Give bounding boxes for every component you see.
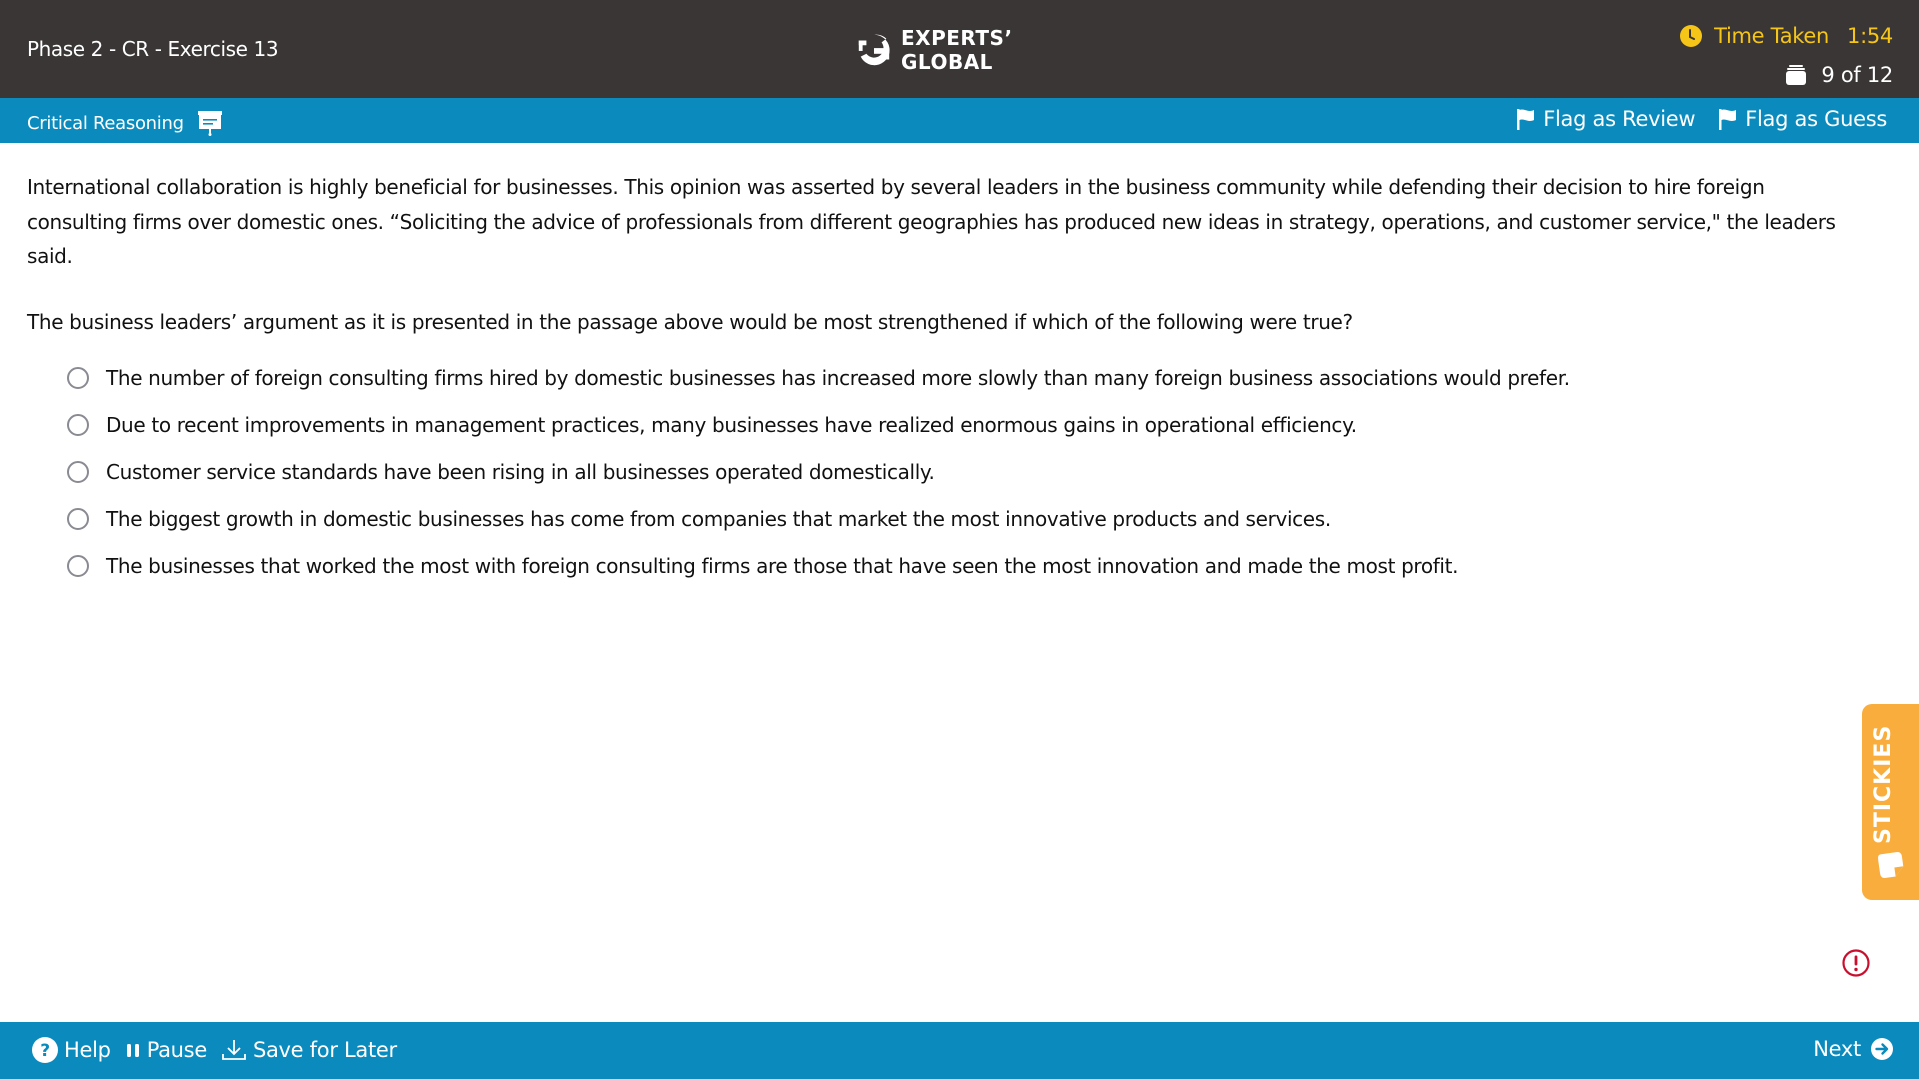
radio-button[interactable] (67, 461, 89, 483)
exercise-title: Phase 2 - CR - Exercise 13 (27, 37, 279, 61)
option-text: Due to recent improvements in management practices, many businesses have realized enormous gains in operational efficiency. (106, 413, 1357, 437)
stickies-tab[interactable] (1862, 704, 1919, 900)
alert-icon[interactable] (1842, 949, 1870, 977)
radio-button[interactable] (67, 414, 89, 436)
answer-options (27, 355, 1857, 590)
flag-as-guess-button[interactable] (1719, 107, 1887, 131)
answer-option-d[interactable] (67, 496, 1857, 543)
flag-icon (1719, 108, 1737, 130)
timer (1680, 24, 1893, 48)
footer-bar (0, 1022, 1919, 1079)
top-header (0, 0, 1919, 98)
flag-icon (1517, 108, 1535, 130)
download-icon (221, 1037, 247, 1063)
flag-as-review-button[interactable] (1517, 107, 1695, 131)
sticky-note-icon (1876, 850, 1906, 880)
section-label: Critical Reasoning (27, 112, 184, 134)
question-stack-icon (1785, 64, 1807, 86)
logo-g-icon (855, 30, 893, 70)
next-label: Next (1813, 1037, 1861, 1061)
experts-global-logo (855, 26, 1013, 74)
save-label: Save for Later (252, 1038, 397, 1062)
flag-review-label: Flag as Review (1543, 107, 1696, 131)
timer-label: Time Taken (1714, 24, 1830, 48)
answer-option-b[interactable] (67, 402, 1857, 449)
section-name (27, 110, 222, 136)
save-for-later-button[interactable] (221, 1037, 397, 1063)
arrow-right-circle-icon (1871, 1038, 1893, 1060)
pause-label: Pause (146, 1038, 207, 1062)
option-text: Customer service standards have been rising in all businesses operated domestically. (106, 460, 935, 484)
question-counter (1785, 63, 1893, 87)
option-text: The biggest growth in domestic businesses has come from companies that market the most innovative products and services. (106, 507, 1331, 531)
question-stem: The business leaders’ argument as it is presented in the passage above would be most strengthened if which of the following were true? (27, 309, 1353, 334)
option-text: The number of foreign consulting firms hired by domestic businesses has increased more slowly than many foreign business associations would prefer. (106, 366, 1570, 390)
flag-guess-label: Flag as Guess (1745, 107, 1887, 131)
next-button[interactable] (1813, 1037, 1893, 1061)
passage-text: International collaboration is highly beneficial for businesses. This opinion was asserted by several leaders in the business community while defending their decision to hire foreign consulting firms over domestic ones. “Soliciting the advice of professionals from different geographies has produced new ideas in strategy, operations, and customer service," the leaders said. (27, 175, 1836, 268)
pause-button[interactable] (125, 1038, 207, 1062)
radio-button[interactable] (67, 367, 89, 389)
option-text: The businesses that worked the most with foreign consulting firms are those that have seen the most innovation and made the most profit. (106, 554, 1459, 578)
help-label: Help (64, 1038, 111, 1062)
answer-option-c[interactable] (67, 449, 1857, 496)
timer-value: 1:54 (1847, 24, 1893, 48)
answer-option-a[interactable] (67, 355, 1857, 402)
counter-text: 9 of 12 (1821, 63, 1893, 87)
logo-line-2: GLOBAL (901, 50, 993, 74)
logo-line-1: EXPERTS’ (901, 26, 1013, 50)
radio-button[interactable] (67, 555, 89, 577)
section-bar (0, 98, 1919, 143)
clock-icon (1680, 25, 1702, 47)
question-content (27, 170, 1857, 590)
svg-text:?: ? (40, 1041, 50, 1061)
presentation-board-icon (198, 110, 222, 136)
help-icon (32, 1037, 58, 1063)
radio-button[interactable] (67, 508, 89, 530)
pause-icon (125, 1041, 141, 1059)
help-button[interactable] (32, 1037, 111, 1063)
answer-option-e[interactable] (67, 543, 1857, 590)
stickies-label: STICKIES (1871, 724, 1896, 844)
